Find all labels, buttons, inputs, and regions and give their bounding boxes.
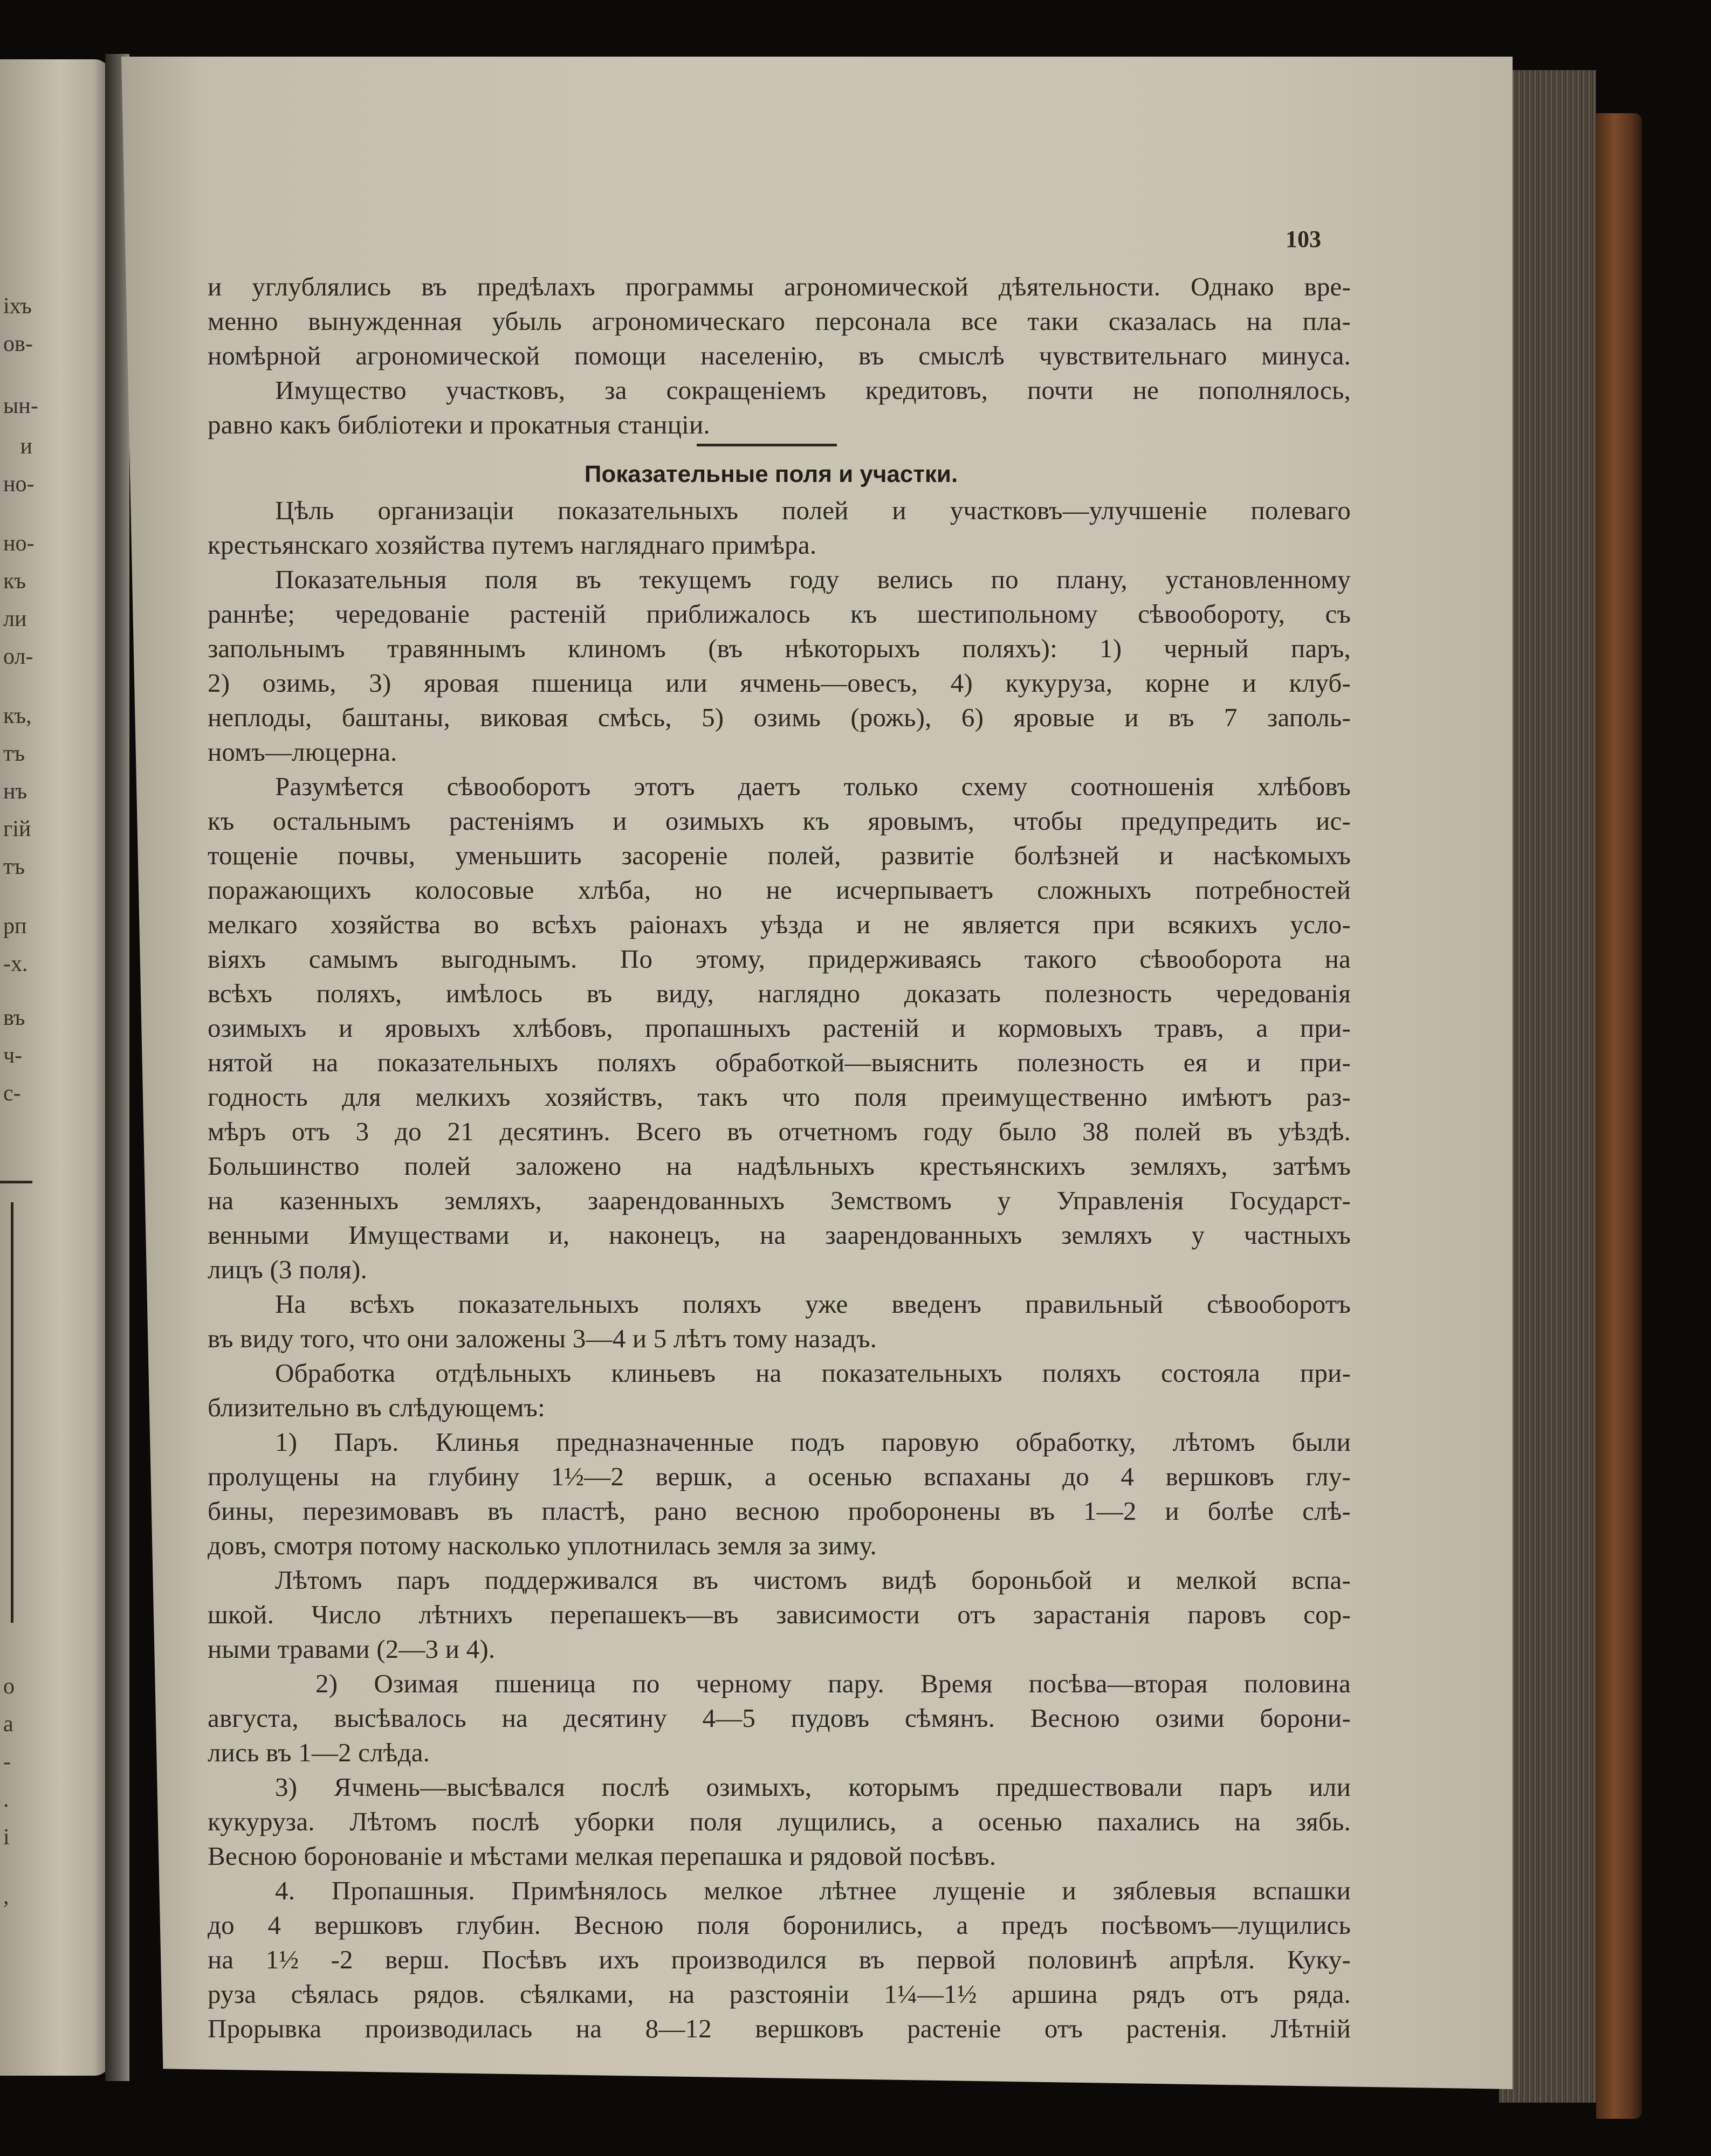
text-line: Имущество участковъ, за сокращеніемъ кредитовъ, почти не пополнялось,: [275, 375, 1351, 405]
text-line: мѣръ отъ 3 до 21 десятинъ. Всего въ отчетномъ году было 38 полей въ уѣздѣ.: [208, 1117, 1351, 1146]
text-line: Прорывка производилась на 8—12 вершковъ растеніе отъ растенія. Лѣтній: [208, 2014, 1351, 2043]
text-line: кукуруза. Лѣтомъ послѣ уборки поля лущились, а осенью пахались на зябь.: [208, 1807, 1351, 1836]
text-line: Лѣтомъ паръ поддерживался въ чистомъ видѣ бороньбой и мелкой вспа-: [275, 1565, 1351, 1595]
left-page-text-fragment: с-: [3, 1081, 21, 1106]
text-line: менно вынужденная убыль агрономическаго персонала все таки сказалась на пла-: [208, 306, 1351, 336]
text-line: Большинство полей заложено на надѣльныхъ крестьянскихъ земляхъ, затѣмъ: [208, 1151, 1351, 1181]
text-line: запольнымъ травяннымъ клиномъ (въ нѣкоторыхъ поляхъ): 1) черный паръ,: [208, 633, 1351, 663]
intro-paragraph: [208, 270, 1351, 442]
text-line: нятой на показательныхъ поляхъ обработкой—выяснить полезность ея и при-: [208, 1048, 1351, 1077]
text-line: августа, высѣвалось на десятину 4—5 пудовъ сѣмянъ. Весною озими борони-: [208, 1703, 1351, 1733]
text-line: близительно въ слѣдующемъ:: [208, 1393, 545, 1422]
left-page-text-fragment: -: [3, 1749, 11, 1774]
book-gutter: [105, 54, 129, 2081]
left-page-text-fragment: въ: [3, 1005, 25, 1030]
page-number: 103: [1286, 226, 1321, 252]
text-line: крестьянскаго хозяйства путемъ нагляднаго примѣра.: [208, 530, 817, 560]
text-line: годность для мелкихъ хозяйствъ, такъ что поля преимущественно имѣютъ раз-: [208, 1082, 1351, 1112]
left-page-text-fragment: о: [3, 1674, 15, 1699]
text-line: на казенныхъ земляхъ, заарендованныхъ Земствомъ у Управленія Государст-: [208, 1186, 1351, 1215]
left-page-text-fragment: ол-: [3, 644, 33, 669]
left-page-text-fragment: къ,: [3, 704, 32, 728]
left-page-text-fragment: ,: [3, 1884, 9, 1909]
text-line: раннѣе; чередованіе растеній приближалось къ шестипольному сѣвообороту, съ: [208, 599, 1351, 629]
text-line: тощеніе почвы, уменьшить засореніе полей, развитіе болѣзней и насѣкомыхъ: [208, 841, 1351, 870]
text-line: Весною боронованіе и мѣстами мелкая перепашка и рядовой посѣвъ.: [208, 1841, 997, 1871]
text-line: неплоды, баштаны, виковая смѣсь, 5) озимь (рожь), 6) яровые и въ 7 заполь-: [208, 702, 1351, 732]
left-page-text-fragment: тъ: [3, 741, 25, 766]
left-page-text-fragment: нъ: [3, 779, 28, 804]
text-line: и углублялись въ предѣлахъ программы агрономической дѣятельности. Однако вре-: [208, 272, 1351, 301]
left-page-text-fragment: гій: [3, 817, 31, 842]
text-line: Цѣль организаціи показательныхъ полей и участковъ—улучшеніе полеваго: [275, 495, 1351, 525]
text-line: лись въ 1—2 слѣда.: [208, 1738, 430, 1767]
left-page-text-fragment: тъ: [3, 855, 25, 879]
left-page-vertical-rule: [11, 1202, 13, 1623]
left-page-text-fragment: .: [3, 1787, 9, 1812]
text-line: 1) Паръ. Клинья предназначенные подъ паровую обработку, лѣтомъ были: [275, 1427, 1351, 1457]
text-line: 3) Ячмень—высѣвался послѣ озимыхъ, которымъ предшествовали паръ или: [275, 1772, 1351, 1802]
text-line: 4. Пропашныя. Примѣнялось мелкое лѣтнее лущеніе и зяблевыя вспашки: [275, 1876, 1351, 1905]
left-page-text-fragment: и: [3, 434, 32, 459]
text-line: озимыхъ и яровыхъ хлѣбовъ, пропашныхъ растеній и кормовыхъ травъ, а при-: [208, 1013, 1351, 1043]
left-page-text-fragment: іхъ: [3, 294, 32, 319]
text-line: въ виду того, что они заложены 3—4 и 5 лѣтъ тому назадъ.: [208, 1324, 877, 1353]
text-line: руза сѣялась рядов. сѣялками, на разстояніи 1¼—1½ аршина рядъ отъ ряда.: [208, 1979, 1351, 2009]
text-line: къ остальнымъ растеніямъ и озимыхъ къ яровымъ, чтобы предупредить ис-: [208, 806, 1351, 836]
section-body: [208, 493, 1351, 2046]
page-edges: [1499, 70, 1596, 2103]
text-line: 2) озимь, 3) яровая пшеница или ячмень—овесъ, 4) кукуруза, корне и клуб-: [208, 668, 1351, 698]
text-line: На всѣхъ показательныхъ поляхъ уже введенъ правильный сѣвооборотъ: [275, 1289, 1351, 1319]
text-line: пролущены на глубину 1½—2 вершк, а осенью вспаханы до 4 вершковъ глу-: [208, 1462, 1351, 1491]
section-separator: [697, 444, 837, 446]
left-page-text-fragment: а: [3, 1712, 13, 1737]
text-line: віяхъ самымъ выгоднымъ. По этому, придерживаясь такого сѣвооборота на: [208, 944, 1351, 974]
left-page-text-fragment: -х.: [3, 952, 28, 976]
text-line: бины, перезимовавъ въ пластѣ, рано весною проборонены въ 1—2 и болѣе слѣ-: [208, 1496, 1351, 1526]
left-page-text-fragment: рп: [3, 914, 27, 939]
text-line: мелкаго хозяйства во всѣхъ раіонахъ уѣзда и не является при всякихъ усло-: [208, 910, 1351, 939]
left-page-text-fragment: ли: [3, 607, 27, 631]
left-page-text-fragment: но-: [3, 472, 35, 497]
text-line: Обработка отдѣльныхъ клиньевъ на показательныхъ поляхъ состояла при-: [275, 1358, 1351, 1388]
book-cover: [1596, 113, 1642, 2119]
left-page-text-fragment: къ: [3, 569, 26, 594]
left-page-text-fragment: но-: [3, 531, 35, 556]
left-page-text-fragment: і: [3, 1825, 10, 1850]
text-line: довъ, смотря потому насколько уплотнилась земля за зиму.: [208, 1531, 877, 1560]
text-line: ными травами (2—3 и 4).: [208, 1634, 496, 1664]
text-line: номѣрной агрономической помощи населенію, въ смыслѣ чувствительнаго минуса.: [208, 341, 1351, 370]
text-line: 2) Озимая пшеница по черному пару. Время посѣва—вторая половина: [315, 1669, 1351, 1698]
text-line: всѣхъ поляхъ, имѣлось въ виду, наглядно доказать полезность чередованія: [208, 979, 1351, 1008]
text-line: Разумѣется сѣвооборотъ этотъ даетъ только схему соотношенія хлѣбовъ: [275, 772, 1351, 801]
text-line: на 1½ -2 верш. Посѣвъ ихъ производился въ первой половинѣ апрѣля. Куку-: [208, 1945, 1351, 1974]
left-page-text-fragment: ов-: [3, 332, 33, 356]
text-line: лицъ (3 поля).: [208, 1255, 367, 1284]
text-line: поражающихъ колосовые хлѣба, но не исчерпываетъ сложныхъ потребностей: [208, 875, 1351, 905]
left-page-rule: [0, 1181, 32, 1183]
previous-page-fragment: [0, 59, 111, 2076]
text-line: венными Имуществами и, наконецъ, на заарендованныхъ земляхъ у частныхъ: [208, 1220, 1351, 1250]
text-line: Показательныя поля въ текущемъ году велись по плану, установленному: [275, 564, 1351, 594]
text-line: равно какъ библіотеки и прокатныя станціи.: [208, 410, 710, 439]
text-line: шкой. Число лѣтнихъ перепашекъ—въ зависимости отъ зарастанія паровъ сор-: [208, 1600, 1351, 1629]
text-line: номъ—люцерна.: [208, 737, 397, 767]
text-line: до 4 вершковъ глубин. Весною поля боронились, а предъ посѣвомъ—лущились: [208, 1910, 1351, 1940]
left-page-text-fragment: ч-: [3, 1043, 23, 1068]
section-heading: Показательные поля и участки.: [584, 461, 958, 487]
left-page-text-fragment: ын-: [3, 394, 38, 418]
